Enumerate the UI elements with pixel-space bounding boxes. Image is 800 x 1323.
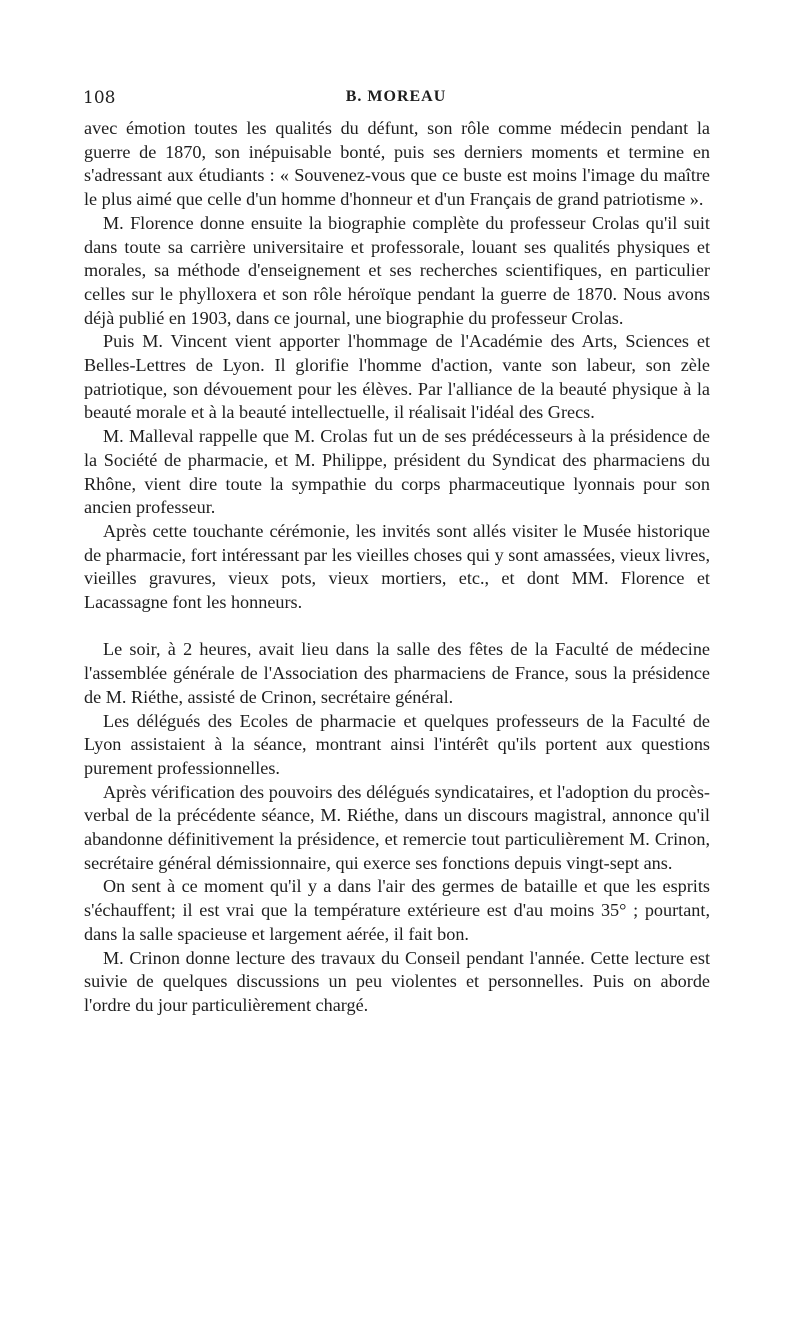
page-number: 108 — [83, 88, 116, 108]
paragraph: Puis M. Vincent vient apporter l'hommage de l'Académie des Arts, Sciences et Belles-Lettres de Lyon. Il glorifie l'homme d'action, vante son labeur, son zèle patriotique, son dévouement pour les élèves. Par l'alliance de la beauté physique à la beauté morale et à la beauté intellectuelle, il réalisait l'idéal des Grecs. — [84, 331, 710, 423]
running-head: B. MOREAU — [345, 88, 447, 105]
paragraph: avec émotion toutes les qualités du défunt, son rôle comme médecin pendant la guerre de 1870, son inépuisable bonté, puis ses derniers moments et termine en s'adressant aux étudiants : « Souvenez-vous que ce buste est moins l'image du maître le plus aimé que celle d'un homme d'honneur et d'un Français de grand patriotisme ». — [84, 118, 710, 210]
paragraph: Après vérification des pouvoirs des délégués syndicataires, et l'adoption du procès-verbal de la précédente séance, M. Riéthe, dans un discours magistral, annonce qu'il abandonne définitivement la présidence, et remercie tout particulièrement M. Crinon, secrétaire général démissionnaire, qui exerce ses fonctions depuis vingt-sept ans. — [84, 781, 710, 873]
paragraph: On sent à ce moment qu'il y a dans l'air des germes de bataille et que les esprits s'échauffent; il est vrai que la température extérieure est d'au moins 35° ; pourtant, dans la salle spacieuse et largement aérée, il fait bon. — [84, 876, 710, 944]
body-text — [84, 117, 710, 1018]
paragraph: Après cette touchante cérémonie, les invités sont allés visiter le Musée historique de pharmacie, fort intéressant par les vieilles choses qui y sont amassées, vieux livres, vieilles gravures, vieux pots, vieux mortiers, etc., et dont MM. Florence et Lacassagne font les honneurs. — [84, 520, 710, 613]
page-header — [83, 88, 709, 112]
paragraph: Le soir, à 2 heures, avait lieu dans la salle des fêtes de la Faculté de médecine l'assemblée générale de l'Association des pharmaciens de France, sous la présidence de M. Riéthe, assisté de Crinon, secrétaire général. — [84, 639, 710, 707]
paragraph: M. Crinon donne lecture des travaux du Conseil pendant l'année. Cette lecture est suivie de quelques discussions un peu violentes et personnelles. Puis on aborde l'ordre du jour particulièrement chargé. — [84, 947, 710, 1015]
paragraph: M. Florence donne ensuite la biographie complète du professeur Crolas qu'il suit dans toute sa carrière universitaire et professorale, louant ses qualités physiques et morales, sa méthode d'enseignement et ses recherches scientifiques, en particulier celles sur le phylloxera et son rôle héroïque pendant la guerre de 1870. Nous avons déjà publié en 1903, dans ce journal, une biographie du professeur Crolas. — [84, 212, 710, 328]
paragraph: Les délégués des Ecoles de pharmacie et quelques professeurs de la Faculté de Lyon assistaient à la séance, montrant ainsi l'intérêt qu'ils portent aux questions purement professionnelles. — [84, 710, 710, 778]
paragraph: M. Malleval rappelle que M. Crolas fut un de ses prédécesseurs à la présidence de la Société de pharmacie, et M. Philippe, président du Syndicat des pharmaciens du Rhône, vient dire toute la sympathie du corps pharmaceutique lyonnais pour son ancien professeur. — [84, 426, 710, 518]
